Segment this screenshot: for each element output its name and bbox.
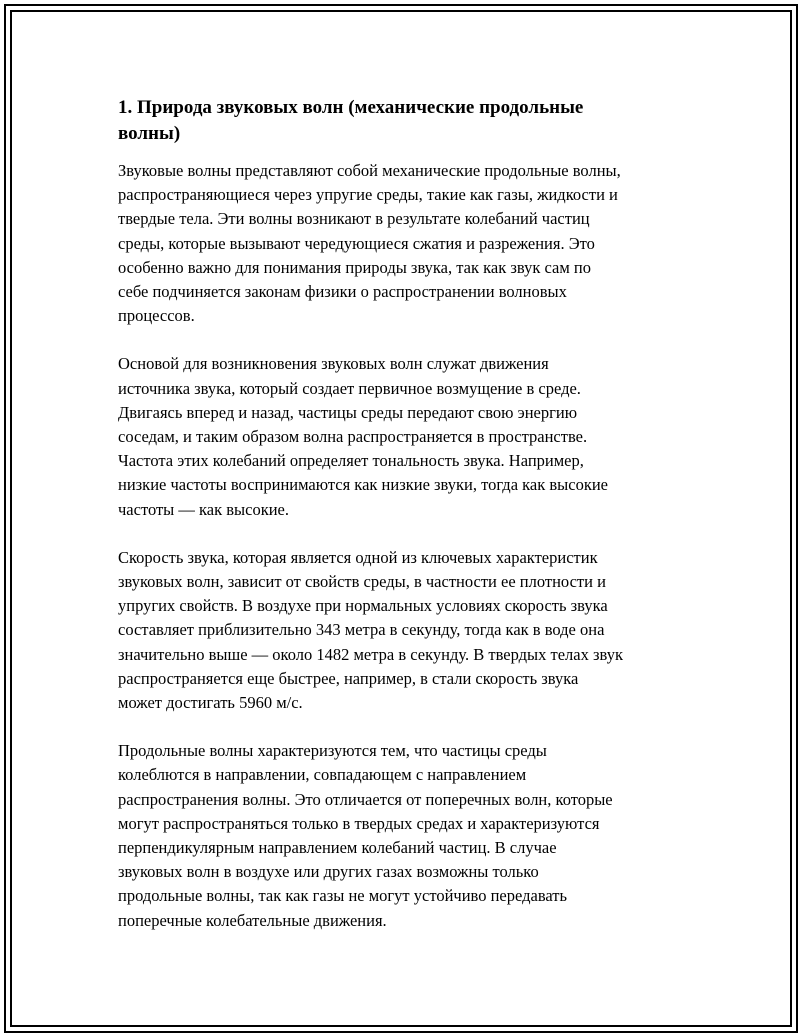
text-line: значительно выше — около 1482 метра в секунду. В твердых телах звук (118, 644, 623, 664)
text-line: упругих свойств. В воздухе при нормальных условиях скорость звука (118, 596, 608, 616)
text-line: среды, которые вызывают чередующиеся сжатия и разрежения. Это (118, 233, 595, 253)
paragraph-2 (118, 352, 688, 521)
text-line: Скорость звука, которая является одной из ключевых характеристик (118, 547, 598, 567)
text-line: Частота этих колебаний определяет тональность звука. Например, (118, 451, 584, 471)
text-line: могут распространяться только в твердых средах и характеризуются (118, 813, 600, 833)
section-heading (118, 95, 688, 147)
paragraph-4 (118, 739, 688, 933)
text-line: Звуковые волны представляют собой механические продольные волны, (118, 161, 621, 180)
document-body (118, 95, 688, 957)
text-line: соседам, и таким образом волна распространяется в пространстве. (118, 427, 588, 447)
text-line: Продольные волны характеризуются тем, что частицы среды (118, 741, 547, 761)
text-line: Двигаясь вперед и назад, частицы среды передают свою энергию (118, 402, 578, 422)
text-line: распространяющиеся через упругие среды, такие как газы, жидкости и (118, 185, 618, 205)
text-line: распространения волны. Это отличается от поперечных волн, которые (118, 789, 613, 809)
text-line: источника звука, который создает первичное возмущение в среде. (118, 378, 581, 398)
text-line: себе подчиняется законам физики о распространении волновых (118, 282, 567, 302)
text-line: частоты — как высокие. (118, 499, 289, 519)
text-line: перпендикулярным направлением колебаний частиц. В случае (118, 838, 557, 858)
text-line: колеблются в направлении, совпадающем с направлением (118, 765, 527, 785)
text-line: низкие частоты воспринимаются как низкие звуки, тогда как высокие (118, 475, 608, 495)
heading-line: 1. Природа звуковых волн (механические продольные (118, 97, 584, 118)
text-line: поперечные колебательные движения. (118, 910, 387, 930)
text-line: твердые тела. Эти волны возникают в результате колебаний частиц (118, 209, 590, 229)
paragraph-3 (118, 546, 688, 715)
text-line: может достигать 5960 м/с. (118, 693, 303, 713)
text-line: продольные волны, так как газы не могут устойчиво передавать (118, 886, 568, 906)
text-line: особенно важно для понимания природы звука, так как звук сам по (118, 257, 591, 277)
text-line: звуковых волн, зависит от свойств среды, в частности ее плотности и (118, 572, 606, 592)
text-line: Основой для возникновения звуковых волн служат движения (118, 354, 549, 374)
text-line: составляет приблизительно 343 метра в секунду, тогда как в воде она (118, 620, 605, 640)
paragraph-1 (118, 159, 688, 328)
text-line: распространяется еще быстрее, например, в стали скорость звука (118, 668, 579, 688)
heading-line: волны) (118, 123, 181, 144)
text-line: звуковых волн в воздухе или других газах возможны только (118, 862, 539, 882)
text-line: процессов. (118, 306, 195, 326)
